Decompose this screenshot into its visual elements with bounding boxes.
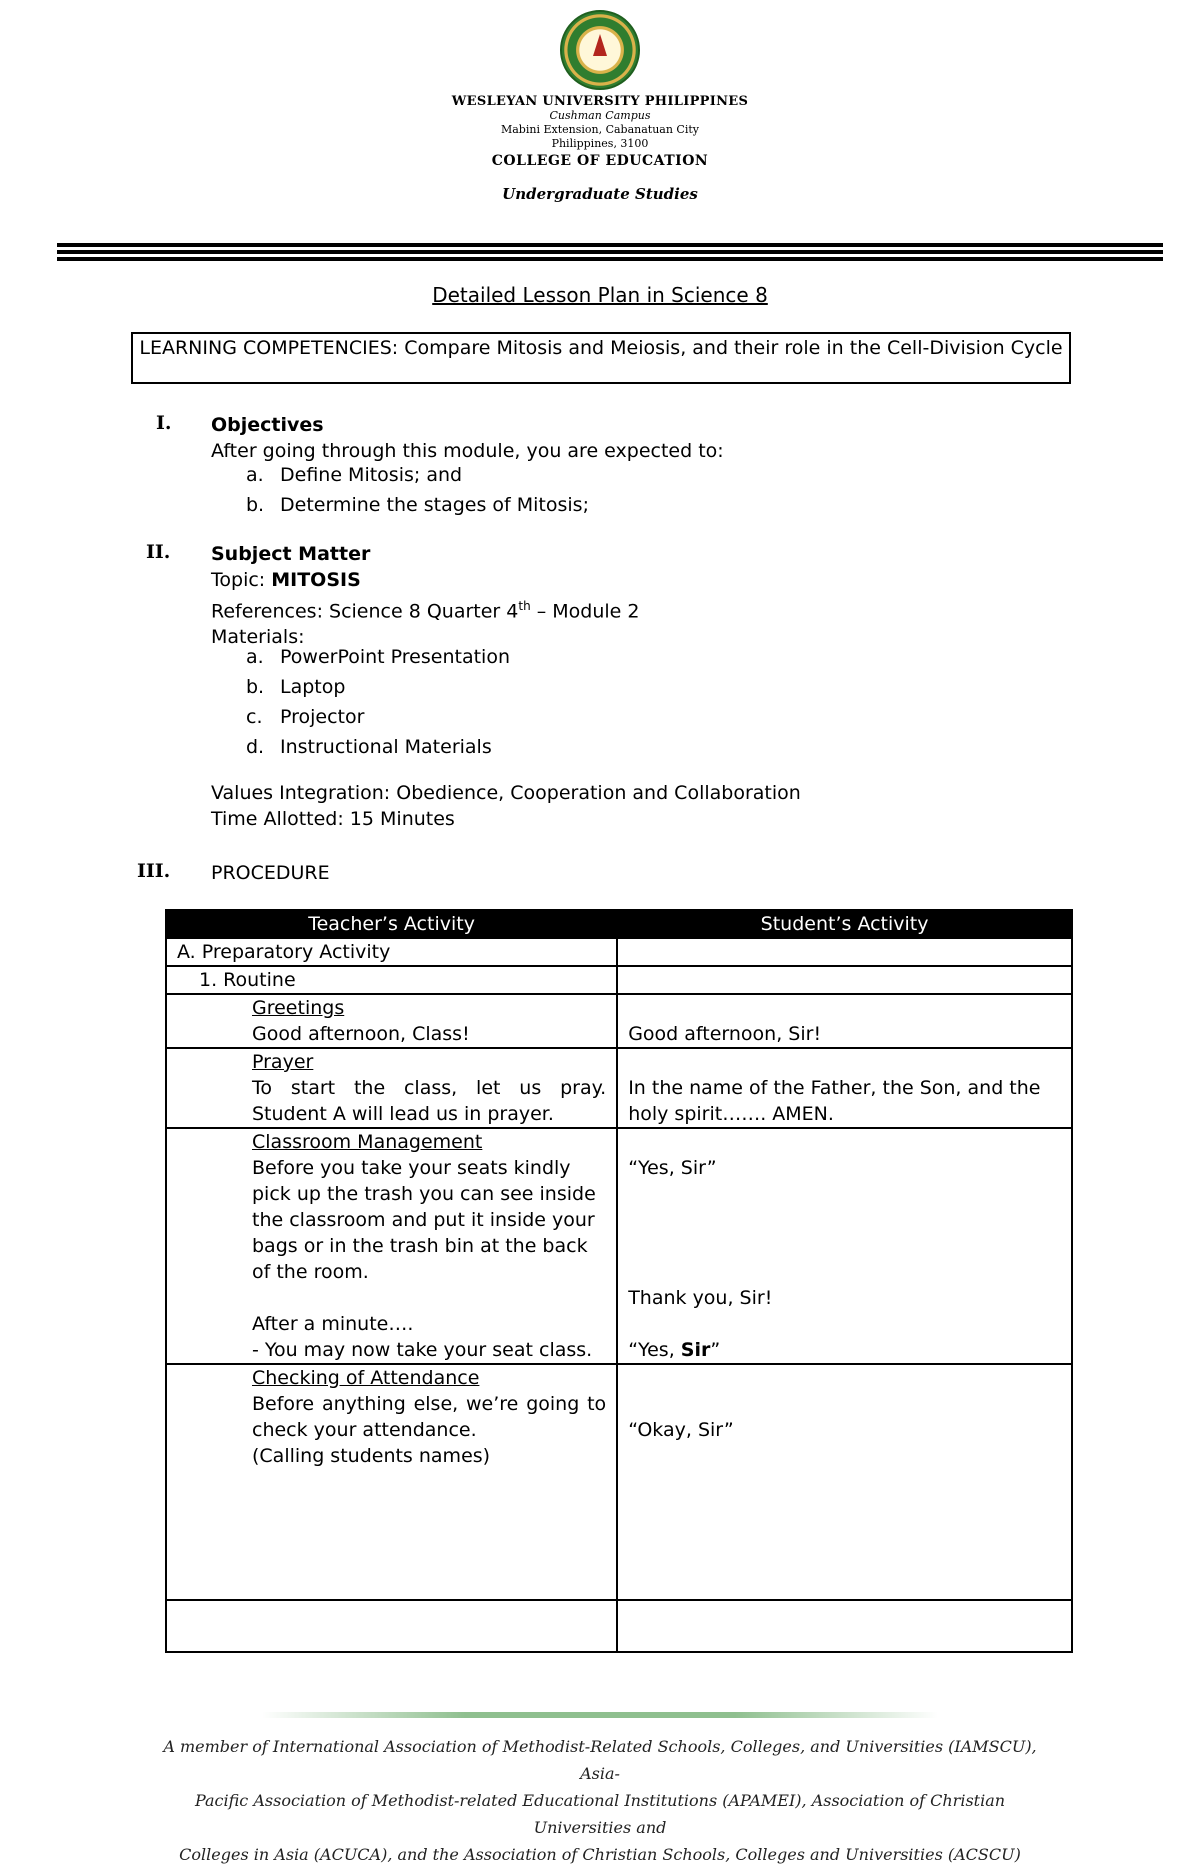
attendance-student: “Okay, Sir” (617, 1364, 1072, 1600)
table-row (166, 1600, 1072, 1652)
materials-label: Materials: (211, 626, 305, 649)
header-rule-bottom (57, 257, 1163, 261)
list-item: b. Laptop (246, 676, 346, 698)
header-rule-top (57, 243, 1163, 247)
table-row (166, 1364, 1072, 1600)
college-name: COLLEGE OF EDUCATION (491, 153, 709, 169)
footer-divider (262, 1712, 938, 1718)
prayer-teacher: Prayer To start the class, let us pray. Student A will lead us in prayer. (166, 1048, 617, 1128)
list-item: a. PowerPoint Presentation (246, 646, 510, 668)
objectives-intro: After going through this module, you are expected to: (211, 440, 724, 462)
objectives-numeral: I. (156, 412, 172, 434)
prayer-student: In the name of the Father, the Son, and the holy spirit……. AMEN. (617, 1048, 1072, 1128)
objectives-list (246, 464, 589, 524)
greetings-student: Good afternoon, Sir! (617, 994, 1072, 1048)
subject-section (211, 541, 639, 650)
prayer-label: Prayer (252, 1051, 314, 1073)
values-integration: Values Integration: Obedience, Cooperation and Collaboration (211, 782, 801, 804)
competency-box (131, 332, 1071, 384)
competency-label: LEARNING COMPETENCIES: (139, 337, 399, 359)
table-row (166, 938, 1072, 966)
greetings-teacher: Greetings Good afternoon, Class! (166, 994, 617, 1048)
topic-value: MITOSIS (271, 569, 361, 591)
time-allotted: Time Allotted: 15 Minutes (211, 808, 455, 830)
table-row (166, 1128, 1072, 1364)
classroom-label: Classroom Management (252, 1131, 483, 1153)
references-line: References: Science 8 Quarter 4th – Module 2 (211, 599, 640, 623)
table-header-row (166, 910, 1072, 938)
attendance-label: Checking of Attendance (252, 1367, 480, 1389)
subject-heading: Subject Matter (211, 543, 371, 565)
address-line-1: Mabini Extension, Cabanatuan City (500, 123, 700, 136)
classroom-student: “Yes, Sir” Thank you, Sir! “Yes, Sir” (617, 1128, 1072, 1364)
table-row (166, 966, 1072, 994)
routine-label: 1. Routine (166, 966, 617, 994)
values-block (211, 780, 801, 832)
student-column-header: Student’s Activity (617, 910, 1072, 938)
procedure-heading: PROCEDURE (211, 862, 330, 884)
footer-membership: A member of International Association of Methodist-Related Schools, Colleges, and Universities (IAMSCU), Asia- Pacific Association of Methodist-related Educational Institutions (APAMEI), Association of Christian Universities and Colleges in Asia (ACUCA), and the Association of Christian Schools, Colleges and Universities (ACSCU) (163, 1737, 1037, 1864)
page-title: Detailed Lesson Plan in Science 8 (432, 283, 768, 307)
university-name: WESLEYAN UNIVERSITY PHILIPPINES (451, 94, 749, 109)
objectives-section (211, 412, 724, 464)
letterhead (0, 10, 1200, 203)
classroom-teacher: Classroom Management Before you take your seats kindly pick up the trash you can see inside the classroom and put it inside your bags or in the trash bin at the back of the room. After a minute…. - You may now take your seat class. (166, 1128, 617, 1364)
procedure-numeral: III. (137, 860, 171, 882)
list-item: c. Projector (246, 706, 365, 728)
university-seal-icon (560, 10, 640, 90)
materials-list (246, 646, 510, 766)
subject-numeral: II. (146, 541, 171, 563)
studies-label: Undergraduate Studies (502, 185, 698, 203)
teacher-column-header: Teacher’s Activity (166, 910, 617, 938)
table-row (166, 994, 1072, 1048)
campus-name: Cushman Campus (549, 109, 651, 122)
competency-text: Compare Mitosis and Meiosis, and their role in the Cell-Division Cycle (398, 337, 1063, 359)
list-item: b. Determine the stages of Mitosis; (246, 494, 589, 516)
procedure-table (165, 909, 1073, 1653)
objectives-heading: Objectives (211, 414, 324, 436)
header-rule-middle (57, 250, 1163, 254)
list-item: d. Instructional Materials (246, 736, 492, 758)
address-line-2: Philippines, 3100 (551, 137, 649, 150)
attendance-teacher: Checking of Attendance Before anything else, we’re going to check your attendance. (Calling students names) (166, 1364, 617, 1600)
topic-line: Topic: MITOSIS (211, 569, 361, 591)
preparatory-activity: A. Preparatory Activity (166, 938, 617, 966)
greetings-label: Greetings (252, 997, 345, 1019)
list-item: a. Define Mitosis; and (246, 464, 463, 486)
table-row (166, 1048, 1072, 1128)
